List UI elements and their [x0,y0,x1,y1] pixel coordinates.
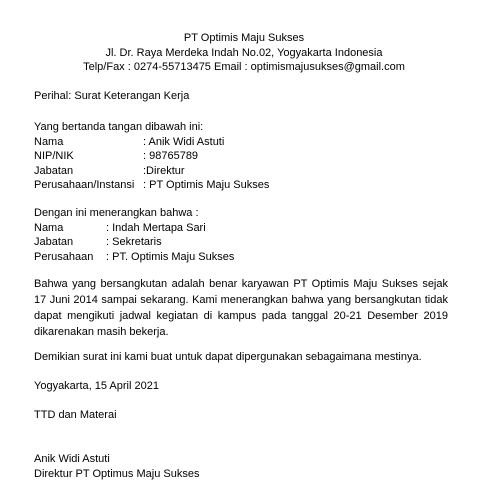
field-label: Nama [34,221,64,234]
field-label: Perusahaan/Instansi [34,179,135,191]
signature-title: Direktur PT Optimus Maju Sukses [34,467,200,480]
employee-row-position [34,235,454,250]
signer-row-company [34,178,454,193]
body-paragraph: Bahwa yang bersangkutan adalah benar karyawan PT Optimis Maju Sukses sejak 17 Juni 2014 sampai sekarang. Kami menerangkan bahwa yang bersangkutan tidak dapat mengikuti jadwal kegiatan di kampus pada tanggal 20-21 Desember 2019 dikarenakan masih bekerja. [34,278,448,338]
signer-section [34,120,454,193]
field-value: :Direktur [143,164,185,177]
employee-intro: Dengan ini menerangkan bahwa : [34,207,199,219]
signer-row-nip [34,149,454,164]
field-value: : PT Optimis Maju Sukses [143,179,270,191]
signature-block [34,452,454,481]
signer-row-position [34,164,454,179]
subject-line: Perihal: Surat Keterangan Kerja [34,90,190,102]
field-label: Jabatan [34,236,74,248]
field-value: : Indah Mertapa Sari [106,221,206,234]
company-contact: Telp/Fax : 0274-55713475 Email : optimismajusukses@gmail.com [83,61,405,73]
company-name: PT Optimis Maju Sukses [183,32,305,44]
closing-sentence: Demikian surat ini kami buat untuk dapat dipergunakan sebagaimana mestinya. [34,351,422,363]
employee-row-company [34,250,454,265]
signer-row-name [34,135,454,150]
employee-section [34,206,454,264]
field-value: : Sekretaris [106,236,162,248]
signature-name: Anik Widi Astuti [34,453,110,465]
signer-intro: Yang bertanda tangan dibawah ini: [34,121,204,133]
field-label: Perusahaan [34,250,94,263]
place-date: Yogyakarta, 15 April 2021 [34,380,159,392]
field-value: : PT. Optimis Maju Sukses [106,250,235,263]
field-value: : Anik Widi Astuti [143,135,225,148]
employee-row-name [34,221,454,236]
field-label: NIP/NIK [34,150,74,162]
signature-note: TTD dan Materai [34,409,117,421]
company-address: Jl. Dr. Raya Merdeka Indah No.02, Yogyakarta Indonesia [105,46,383,59]
letterhead [0,31,488,75]
field-label: Nama [34,135,64,148]
field-value: : 98765789 [143,150,199,162]
field-label: Jabatan [34,164,74,177]
